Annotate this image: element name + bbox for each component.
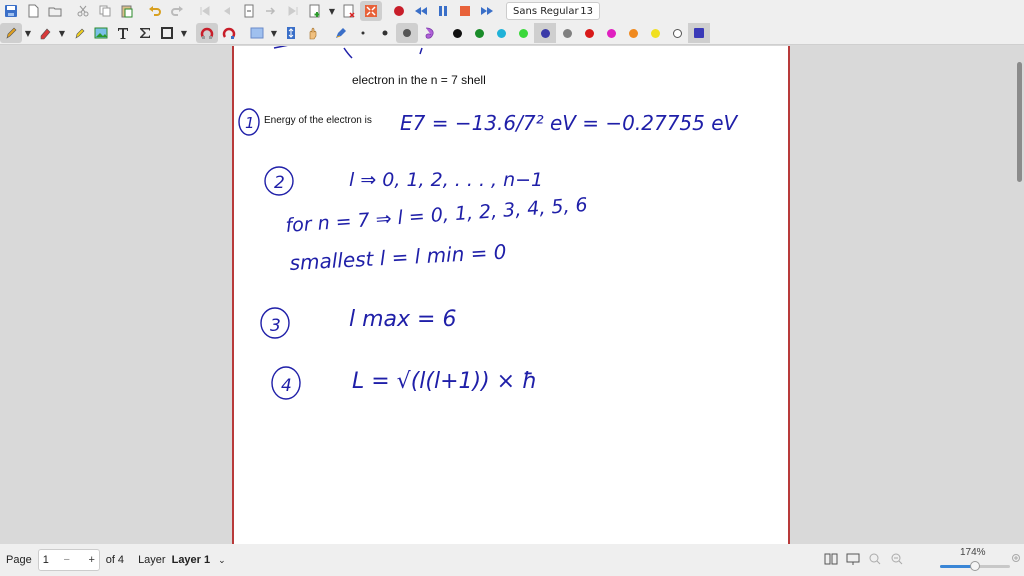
stop-icon[interactable] xyxy=(454,1,476,21)
zoom-slider-handle[interactable] xyxy=(970,561,980,571)
page-number-value: 1 xyxy=(42,554,49,566)
item-number-4: 4 xyxy=(281,376,292,396)
cut-icon[interactable] xyxy=(72,1,94,21)
lasso-select-icon[interactable] xyxy=(418,23,440,43)
text-tool-icon[interactable] xyxy=(112,23,134,43)
thickness-large-icon[interactable] xyxy=(396,23,418,43)
ruler-snap-icon[interactable] xyxy=(196,23,218,43)
eraser-icon[interactable] xyxy=(34,23,56,43)
l-min-line: smallest l = l min = 0 xyxy=(289,239,508,275)
scrollbar-thumb[interactable] xyxy=(1017,62,1022,182)
undo-icon[interactable] xyxy=(144,1,166,21)
record-icon[interactable] xyxy=(388,1,410,21)
thickness-medium-icon[interactable] xyxy=(374,23,396,43)
vertical-space-icon[interactable] xyxy=(280,23,302,43)
color-palette xyxy=(446,23,710,43)
previous-page-icon[interactable] xyxy=(216,1,238,21)
rewind-icon[interactable] xyxy=(410,1,432,21)
zoom-level: 174% xyxy=(960,547,986,558)
delete-page-icon[interactable] xyxy=(338,1,360,21)
zoom-fit-icon[interactable] xyxy=(868,552,882,566)
typed-text-line: Energy of the electron is xyxy=(264,115,372,126)
page-count: of 4 xyxy=(105,554,125,566)
color-swatch[interactable] xyxy=(688,23,710,43)
item-number-1: 1 xyxy=(245,114,255,132)
redo-icon[interactable] xyxy=(166,1,188,21)
document-canvas[interactable] xyxy=(0,46,1024,544)
zoom-slider[interactable] xyxy=(940,565,1010,568)
fill-dropdown[interactable]: ▼ xyxy=(270,28,278,38)
presentation-mode-icon[interactable] xyxy=(846,552,860,566)
fast-forward-icon[interactable] xyxy=(476,1,498,21)
energy-equation: E7 = −13.6/7² eV = −0.27755 eV xyxy=(400,111,738,135)
page-decrement-button[interactable]: − xyxy=(63,554,70,566)
zoom-in-icon[interactable] xyxy=(1012,553,1022,568)
color-swatch[interactable] xyxy=(666,23,688,43)
fill-color-icon[interactable] xyxy=(246,23,268,43)
image-icon[interactable] xyxy=(90,23,112,43)
color-swatch[interactable] xyxy=(534,23,556,43)
save-icon[interactable] xyxy=(0,1,22,21)
math-sigma-icon[interactable] xyxy=(134,23,156,43)
handwritten-ink-layer xyxy=(234,46,788,544)
page-number-field[interactable] xyxy=(38,549,100,571)
color-swatch[interactable] xyxy=(512,23,534,43)
angular-momentum-equation: L = √(l(l+1)) × ħ xyxy=(352,369,538,394)
page-label: Page xyxy=(6,554,32,566)
pen-fine-icon[interactable] xyxy=(330,23,352,43)
tools-toolbar xyxy=(0,22,1024,45)
add-page-icon[interactable] xyxy=(304,1,326,21)
pen-dropdown[interactable]: ▼ xyxy=(24,28,32,38)
new-document-icon[interactable] xyxy=(22,1,44,21)
font-size: 13 xyxy=(580,5,593,17)
color-swatch[interactable] xyxy=(644,23,666,43)
paste-icon[interactable] xyxy=(116,1,138,21)
item-number-2: 2 xyxy=(274,173,285,193)
color-swatch[interactable] xyxy=(600,23,622,43)
main-toolbar xyxy=(0,0,1024,22)
color-swatch[interactable] xyxy=(622,23,644,43)
add-page-dropdown[interactable]: ▼ xyxy=(328,6,336,16)
goto-page-icon[interactable] xyxy=(238,1,260,21)
pause-icon[interactable] xyxy=(432,1,454,21)
highlighter-icon[interactable] xyxy=(68,23,90,43)
color-swatch[interactable] xyxy=(468,23,490,43)
page-sheet[interactable] xyxy=(232,46,790,544)
font-selector[interactable] xyxy=(506,2,600,20)
last-page-icon[interactable] xyxy=(282,1,304,21)
shape-rectangle-icon[interactable] xyxy=(156,23,178,43)
vertical-scrollbar[interactable] xyxy=(1014,46,1024,544)
eraser-dropdown[interactable]: ▼ xyxy=(58,28,66,38)
color-swatch[interactable] xyxy=(556,23,578,43)
fullscreen-icon[interactable] xyxy=(360,1,382,21)
grid-snap-icon[interactable] xyxy=(218,23,240,43)
zoom-out-icon[interactable] xyxy=(890,552,904,566)
pen-icon[interactable] xyxy=(0,23,22,43)
status-bar xyxy=(0,544,1024,576)
color-swatch[interactable] xyxy=(490,23,512,43)
layer-label: Layer xyxy=(138,554,166,566)
two-page-view-icon[interactable] xyxy=(824,552,838,566)
layer-selector[interactable]: Layer 1 xyxy=(171,554,211,566)
typed-text-line: electron in the n = 7 shell xyxy=(352,73,486,87)
copy-icon[interactable] xyxy=(94,1,116,21)
thickness-small-icon[interactable] xyxy=(352,23,374,43)
hand-icon[interactable] xyxy=(302,23,324,43)
l-max-line: l max = 6 xyxy=(349,307,457,332)
next-page-icon[interactable] xyxy=(260,1,282,21)
open-folder-icon[interactable] xyxy=(44,1,66,21)
page-increment-button[interactable]: + xyxy=(88,554,95,566)
font-name: Sans Regular xyxy=(513,5,579,17)
l-values-line: for n = 7 ⇒ l = 0, 1, 2, 3, 4, 5, 6 xyxy=(284,193,589,237)
shape-dropdown[interactable]: ▼ xyxy=(180,28,188,38)
first-page-icon[interactable] xyxy=(194,1,216,21)
color-swatch[interactable] xyxy=(446,23,468,43)
item-number-3: 3 xyxy=(270,316,281,336)
color-swatch[interactable] xyxy=(578,23,600,43)
chevron-down-icon[interactable]: ⌄ xyxy=(218,554,226,565)
l-range-line: l ⇒ 0, 1, 2, . . . , n−1 xyxy=(349,169,544,191)
